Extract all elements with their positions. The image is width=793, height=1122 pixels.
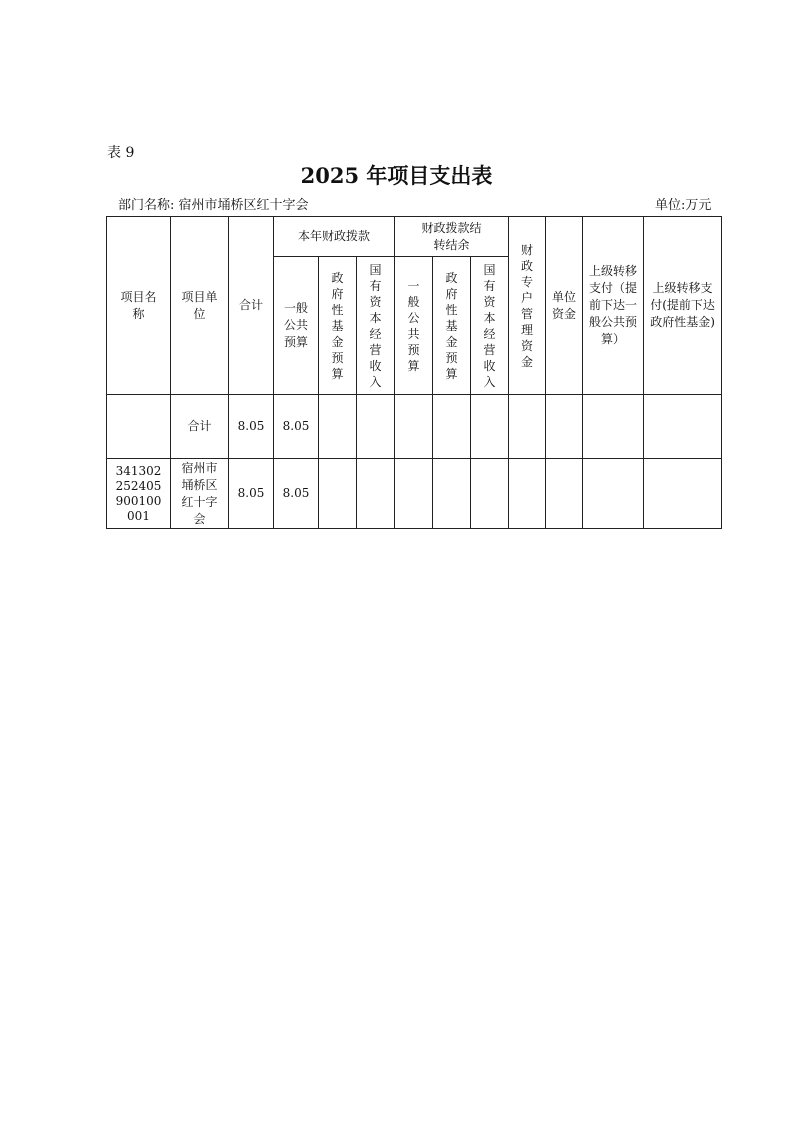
department-name: 宿州市埇桥区红十字会 — [178, 198, 309, 213]
department-label: 部门名称: — [118, 198, 175, 213]
header-unit-fund: 单位资金 — [546, 217, 583, 395]
department-line — [118, 194, 309, 213]
header-carry-state-capital: 国有资本经营收入 — [471, 257, 509, 395]
cell-total: 8.05 — [229, 395, 274, 459]
header-special-fund: 财政专户管理资金 — [509, 217, 546, 395]
cell-upper-general — [583, 459, 644, 529]
cell-unit-fund — [546, 395, 583, 459]
header-current-gov-fund: 政府性基金预算 — [319, 257, 357, 395]
cell-project-unit: 合计 — [171, 395, 229, 459]
cell-total: 8.05 — [229, 459, 274, 529]
cell-project-name — [107, 395, 171, 459]
header-current-general: 一般公共预算 — [274, 257, 319, 395]
header-upper-gov-fund: 上级转移支付(提前下达政府性基金) — [644, 217, 722, 395]
header-carryover: 财政拨款结转结余 — [395, 217, 509, 257]
cell-upper-general — [583, 395, 644, 459]
page-title: 2025 年项目支出表 — [300, 163, 493, 188]
header-total: 合计 — [229, 217, 274, 395]
cell-current-general: 8.05 — [274, 459, 319, 529]
cell-carry-state-capital — [471, 459, 509, 529]
header-current-state-capital: 国有资本经营收入 — [357, 257, 395, 395]
cell-current-state-capital — [357, 395, 395, 459]
cell-current-general: 8.05 — [274, 395, 319, 459]
cell-current-gov-fund — [319, 395, 357, 459]
cell-unit-fund — [546, 459, 583, 529]
unit-label: 单位:万元 — [655, 198, 712, 213]
cell-project-unit: 宿州市埇桥区红十字会 — [171, 459, 229, 529]
cell-special-fund — [509, 459, 546, 529]
cell-upper-gov-fund — [644, 459, 722, 529]
table-row-total — [107, 395, 722, 459]
header-project-unit: 项目单位 — [171, 217, 229, 395]
project-expenditure-table — [106, 216, 722, 529]
header-carry-general: 一般公共预算 — [395, 257, 433, 395]
cell-current-state-capital — [357, 459, 395, 529]
cell-carry-gov-fund — [433, 395, 471, 459]
cell-carry-gov-fund — [433, 459, 471, 529]
header-upper-general: 上级转移支付（提前下达一般公共预算） — [583, 217, 644, 395]
cell-carry-state-capital — [471, 395, 509, 459]
cell-project-name: 341302252405900100001 — [107, 459, 171, 529]
cell-current-gov-fund — [319, 459, 357, 529]
cell-special-fund — [509, 395, 546, 459]
cell-carry-general — [395, 395, 433, 459]
cell-carry-general — [395, 459, 433, 529]
header-current-appropriation: 本年财政拨款 — [274, 217, 395, 257]
header-carry-gov-fund: 政府性基金预算 — [433, 257, 471, 395]
cell-upper-gov-fund — [644, 395, 722, 459]
table-number: 表 9 — [107, 145, 135, 161]
table-row-project — [107, 459, 722, 529]
header-project-name: 项目名称 — [107, 217, 171, 395]
